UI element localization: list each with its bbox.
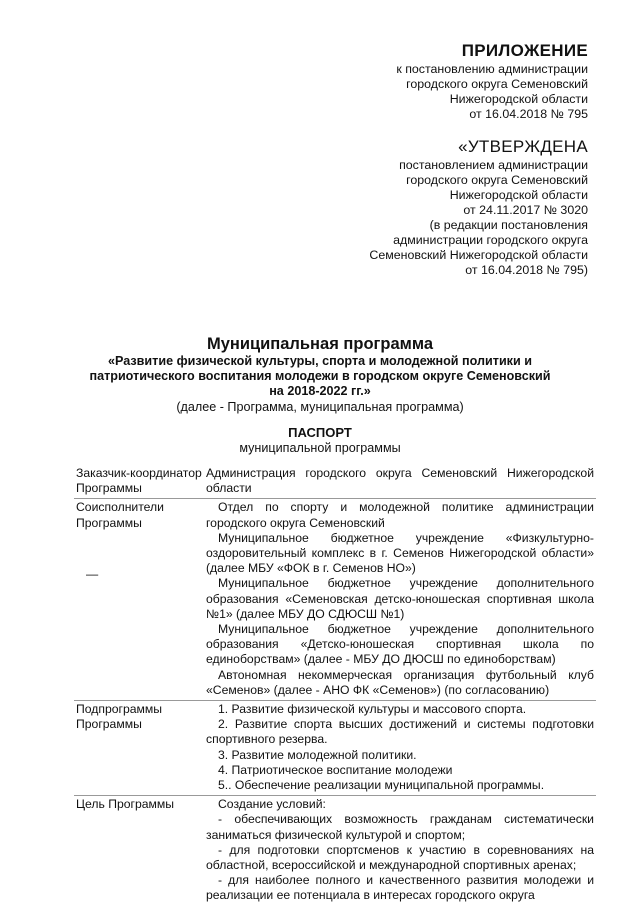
row-label: Цель Программы [76, 797, 175, 812]
appendix-title: ПРИЛОЖЕНИЕ [461, 41, 588, 60]
row-item: Муниципальное бюджетное учреждение дополнительного образования «Детско-юношеская спортивная школа по единоборствам» (далее - МБУ ДО ДЮСШ по единоборствам) [206, 622, 594, 667]
program-subtitle-line: патриотического воспитания молодежи в городском округе Семеновский [89, 369, 551, 383]
passport-title: ПАСПОРТ [288, 425, 352, 440]
appendix-line: Нижегородской области [449, 92, 588, 106]
table-row [74, 465, 596, 499]
program-subtitle-line: на 2018-2022 гг.» [269, 384, 371, 398]
approved-line: постановлением администрации [399, 158, 588, 172]
row-item: Муниципальное бюджетное учреждение «Физкультурно-оздоровительный комплекс в г. Семенов Нижегородской области» (далее МБУ «ФОК в г. Семенов НО») [206, 530, 594, 576]
passport-table [74, 465, 596, 906]
row-item: Администрация городского округа Семеновский Нижегородской области [206, 466, 594, 496]
row-item: 1. Развитие физической культуры и массового спорта. [218, 702, 527, 717]
program-title: Муниципальная программа [206, 335, 434, 353]
program-subtitle-line: «Развитие физической культуры, спорта и молодежной политики и [108, 354, 532, 368]
row-label-cell [74, 499, 204, 701]
approved-line: (в редакции постановления [429, 218, 588, 232]
approved-line: городского округа Семеновский [406, 173, 588, 187]
approved-line: администрации городского округа [393, 233, 588, 247]
approved-line: Семеновский Нижегородской области [369, 248, 588, 262]
row-item: Муниципальное бюджетное учреждение дополнительного образования «Семеновская детско-юношеская спортивная школа №1» (далее МБУ ДО СДЮСШ №1) [206, 576, 594, 621]
table-row [74, 796, 596, 906]
table-row [74, 701, 596, 796]
row-value [204, 796, 596, 906]
row-item: - для наиболее полного и качественного развития молодежи и реализации ее потенциала в интересах городского округа [206, 873, 594, 903]
appendix-block [396, 40, 588, 122]
approved-title: «УТВЕРЖДЕНА [458, 137, 588, 156]
program-note: (далее - Программа, муниципальная программа) [176, 400, 464, 414]
row-dash: — [86, 566, 99, 581]
appendix-line: от 16.04.2018 № 795 [469, 107, 588, 121]
row-item: - для подготовки спортсменов к участию в соревнованиях на областной, всероссийской и международной спортивных аренах; [206, 842, 594, 873]
row-item: Создание условий: [218, 797, 326, 812]
row-label: Подпрограммы Программы [74, 701, 204, 796]
table-row [74, 499, 596, 701]
row-item: 4. Патриотическое воспитание молодежи [218, 762, 453, 777]
row-value [204, 701, 596, 796]
approved-line: от 16.04.2018 № 795) [465, 263, 588, 277]
passport-subtitle: муниципальной программы [239, 441, 401, 455]
approved-line: Нижегородской области [449, 188, 588, 202]
approved-block [369, 136, 588, 278]
row-item: 3. Развитие молодежной политики. [218, 747, 417, 762]
appendix-line: к постановлению администрации [396, 62, 588, 76]
row-value [204, 465, 596, 499]
row-item: Отдел по спорту и молодежной политике администрации городского округа Семеновский [206, 500, 594, 530]
row-value [204, 499, 596, 701]
passport-heading [60, 425, 580, 456]
row-item: 2. Развитие спорта высших достижений и системы подготовки спортивного резерва. [206, 717, 594, 747]
row-label: Соисполнители Программы [76, 500, 164, 530]
row-item: - обеспечивающих возможность гражданам систематически заниматься физической культурой и спортом; [206, 812, 594, 842]
approved-line: от 24.11.2017 № 3020 [463, 203, 588, 217]
row-label: Заказчик-координатор Программы [74, 465, 204, 499]
program-heading [60, 334, 580, 415]
row-item: 5.. Обеспечение реализации муниципальной программы. [218, 778, 545, 793]
row-item: Автономная некоммерческая организация футбольный клуб «Семенов» (далее - АНО ФК «Семенов») (по согласованию) [206, 667, 594, 697]
appendix-line: городского округа Семеновский [406, 77, 588, 91]
